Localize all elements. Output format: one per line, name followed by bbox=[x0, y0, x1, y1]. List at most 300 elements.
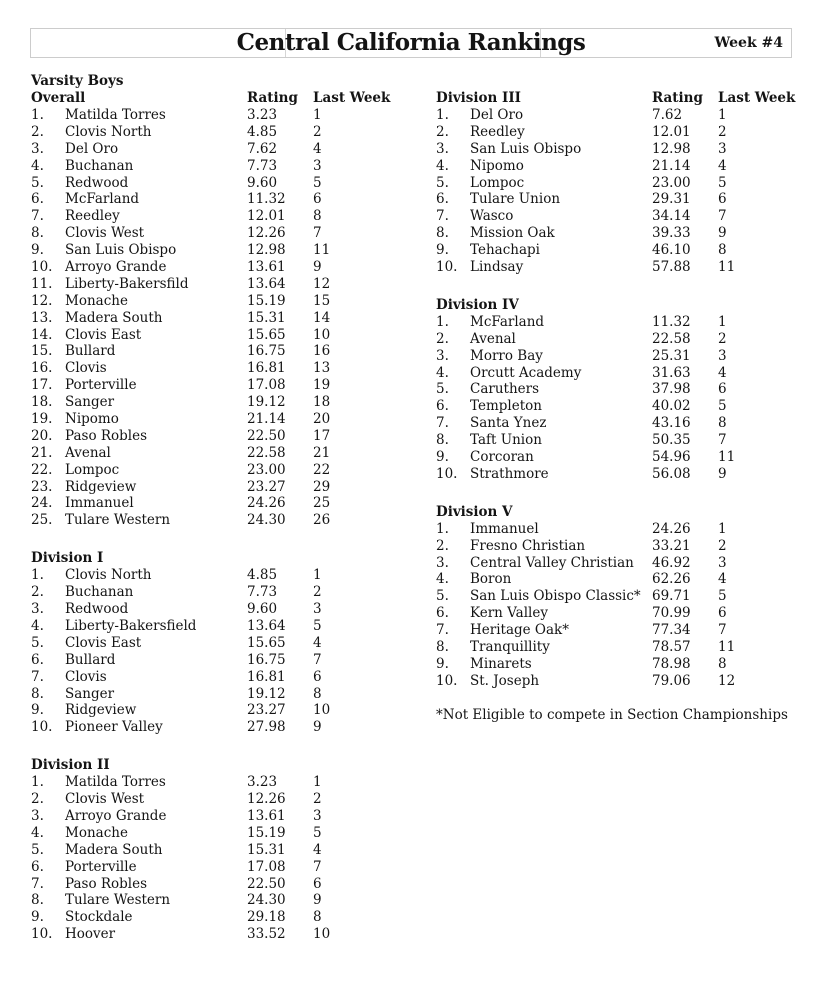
rating-cell: 7.73 bbox=[247, 584, 278, 601]
last-week-cell: 11 bbox=[313, 242, 331, 259]
team-cell: Madera South bbox=[65, 309, 163, 326]
rank-cell: 1. bbox=[436, 520, 449, 537]
team-cell: San Luis Obispo bbox=[470, 140, 582, 157]
ranking-row bbox=[436, 225, 808, 242]
ranking-row bbox=[31, 293, 399, 310]
section-division-2 bbox=[31, 757, 399, 943]
rating-cell: 25.31 bbox=[652, 347, 691, 364]
section-title: Division V bbox=[436, 503, 513, 520]
column-header-rating: Rating bbox=[652, 90, 703, 106]
rank-cell: 3. bbox=[436, 347, 449, 364]
team-cell: Reedley bbox=[470, 123, 525, 140]
right-column bbox=[436, 90, 808, 724]
ranking-row bbox=[31, 141, 399, 158]
last-week-cell: 10 bbox=[313, 702, 331, 719]
team-cell: Immanuel bbox=[470, 520, 539, 537]
team-cell: Reedley bbox=[65, 208, 120, 225]
team-cell: Matilda Torres bbox=[65, 774, 166, 791]
last-week-cell: 4 bbox=[718, 364, 727, 381]
team-cell: Clovis East bbox=[65, 634, 142, 651]
rank-cell: 4. bbox=[31, 617, 44, 634]
team-cell: Tulare Western bbox=[65, 892, 171, 909]
last-week-cell: 11 bbox=[718, 259, 736, 276]
section-title: Division I bbox=[31, 550, 104, 567]
team-cell: Clovis West bbox=[65, 225, 145, 242]
column-header-rating: Rating bbox=[247, 90, 298, 106]
last-week-cell: 11 bbox=[718, 449, 736, 466]
ranking-row bbox=[31, 175, 399, 192]
team-cell: Sanger bbox=[65, 685, 115, 702]
rank-cell: 4. bbox=[436, 364, 449, 381]
last-week-cell: 6 bbox=[313, 875, 322, 892]
last-week-cell: 5 bbox=[718, 588, 727, 605]
last-week-cell: 9 bbox=[313, 892, 322, 909]
ranking-row bbox=[436, 348, 808, 365]
rank-cell: 25. bbox=[31, 512, 53, 529]
team-cell: Buchanan bbox=[65, 584, 134, 601]
rank-cell: 5. bbox=[436, 381, 449, 398]
team-cell: Monache bbox=[65, 292, 128, 309]
rank-cell: 7. bbox=[31, 668, 44, 685]
rank-cell: 1. bbox=[436, 313, 449, 330]
rating-cell: 23.27 bbox=[247, 702, 286, 719]
rating-cell: 17.08 bbox=[247, 377, 286, 394]
rank-cell: 10. bbox=[31, 719, 53, 736]
rank-cell: 8. bbox=[436, 432, 449, 449]
rating-cell: 23.00 bbox=[247, 461, 286, 478]
ranking-row bbox=[436, 107, 808, 124]
last-week-cell: 5 bbox=[313, 617, 322, 634]
last-week-cell: 19 bbox=[313, 377, 331, 394]
rating-cell: 50.35 bbox=[652, 432, 691, 449]
rank-cell: 6. bbox=[31, 858, 44, 875]
last-week-cell: 8 bbox=[718, 415, 727, 432]
rank-cell: 3. bbox=[31, 601, 44, 618]
rating-cell: 56.08 bbox=[652, 465, 691, 482]
team-cell: Arroyo Grande bbox=[65, 807, 167, 824]
rank-cell: 5. bbox=[436, 588, 449, 605]
rank-cell: 2. bbox=[436, 123, 449, 140]
last-week-cell: 6 bbox=[718, 605, 727, 622]
last-week-cell: 4 bbox=[718, 571, 727, 588]
last-week-cell: 7 bbox=[718, 622, 727, 639]
section-overall bbox=[31, 90, 399, 529]
rating-cell: 22.58 bbox=[652, 330, 691, 347]
last-week-cell: 12 bbox=[718, 672, 736, 689]
team-cell: Stockdale bbox=[65, 909, 133, 926]
team-cell: Buchanan bbox=[65, 157, 134, 174]
ranking-row bbox=[31, 635, 399, 652]
section-division-3 bbox=[436, 90, 808, 276]
rank-cell: 6. bbox=[436, 605, 449, 622]
rank-cell: 9. bbox=[31, 242, 44, 259]
team-cell: Fresno Christian bbox=[470, 537, 586, 554]
team-cell: Bullard bbox=[65, 651, 116, 668]
ranking-row bbox=[436, 191, 808, 208]
rating-cell: 16.75 bbox=[247, 343, 286, 360]
team-cell: Porterville bbox=[65, 858, 137, 875]
last-week-cell: 4 bbox=[313, 634, 322, 651]
team-cell: Taft Union bbox=[470, 432, 542, 449]
last-week-cell: 6 bbox=[313, 668, 322, 685]
team-cell: Del Oro bbox=[65, 140, 119, 157]
ranking-row bbox=[31, 276, 399, 293]
rank-cell: 17. bbox=[31, 377, 53, 394]
last-week-cell: 4 bbox=[313, 140, 322, 157]
team-cell: Minarets bbox=[470, 655, 532, 672]
rating-cell: 9.60 bbox=[247, 174, 278, 191]
team-cell: Kern Valley bbox=[470, 605, 548, 622]
team-cell: Arroyo Grande bbox=[65, 259, 167, 276]
team-cell: Boron bbox=[470, 571, 512, 588]
rank-cell: 9. bbox=[31, 909, 44, 926]
rating-cell: 7.73 bbox=[247, 157, 278, 174]
team-cell: Liberty-Bakersfild bbox=[65, 275, 189, 292]
ranking-row bbox=[436, 365, 808, 382]
ranking-row bbox=[31, 310, 399, 327]
team-cell: Monache bbox=[65, 824, 128, 841]
last-week-cell: 2 bbox=[313, 584, 322, 601]
last-week-cell: 10 bbox=[313, 326, 331, 343]
ranking-row bbox=[31, 462, 399, 479]
rating-cell: 77.34 bbox=[652, 622, 691, 639]
rank-cell: 10. bbox=[436, 465, 458, 482]
ranking-row bbox=[436, 639, 808, 656]
last-week-cell: 1 bbox=[313, 774, 322, 791]
team-cell: Tranquillity bbox=[470, 639, 550, 656]
ranking-row bbox=[31, 428, 399, 445]
rating-cell: 23.00 bbox=[652, 174, 691, 191]
ranking-row bbox=[436, 432, 808, 449]
rank-cell: 7. bbox=[31, 208, 44, 225]
column-header-last-week: Last Week bbox=[313, 90, 391, 106]
ranking-row bbox=[436, 656, 808, 673]
ranking-row bbox=[436, 141, 808, 158]
ranking-row bbox=[31, 584, 399, 601]
rank-cell: 2. bbox=[436, 330, 449, 347]
ranking-row bbox=[436, 449, 808, 466]
ranking-row bbox=[436, 466, 808, 483]
last-week-cell: 9 bbox=[313, 259, 322, 276]
rank-cell: 8. bbox=[436, 225, 449, 242]
last-week-cell: 5 bbox=[718, 398, 727, 415]
rating-cell: 12.01 bbox=[247, 208, 286, 225]
rank-cell: 7. bbox=[436, 415, 449, 432]
ranking-row bbox=[436, 673, 808, 690]
rating-cell: 12.26 bbox=[247, 791, 286, 808]
rating-cell: 78.57 bbox=[652, 639, 691, 656]
last-week-cell: 3 bbox=[313, 601, 322, 618]
last-week-cell: 29 bbox=[313, 478, 331, 495]
ranking-row bbox=[436, 208, 808, 225]
title-bar bbox=[30, 28, 792, 58]
team-cell: Clovis North bbox=[65, 567, 152, 584]
rating-cell: 13.64 bbox=[247, 617, 286, 634]
team-cell: Templeton bbox=[470, 398, 542, 415]
rank-cell: 5. bbox=[31, 841, 44, 858]
ranking-row bbox=[31, 191, 399, 208]
rating-cell: 57.88 bbox=[652, 259, 691, 276]
team-cell: St. Joseph bbox=[470, 672, 540, 689]
ranking-row bbox=[436, 415, 808, 432]
team-cell: Pioneer Valley bbox=[65, 719, 163, 736]
last-week-cell: 3 bbox=[313, 157, 322, 174]
section-header-row bbox=[436, 297, 808, 314]
rating-cell: 13.61 bbox=[247, 807, 286, 824]
rating-cell: 46.10 bbox=[652, 242, 691, 259]
team-cell: Santa Ynez bbox=[470, 415, 547, 432]
last-week-cell: 1 bbox=[313, 567, 322, 584]
rating-cell: 22.50 bbox=[247, 875, 286, 892]
last-week-cell: 7 bbox=[718, 432, 727, 449]
rank-cell: 4. bbox=[436, 157, 449, 174]
last-week-cell: 15 bbox=[313, 292, 331, 309]
last-week-cell: 14 bbox=[313, 309, 331, 326]
last-week-cell: 3 bbox=[718, 554, 727, 571]
team-cell: Corcoran bbox=[470, 449, 534, 466]
rating-cell: 16.81 bbox=[247, 668, 286, 685]
rank-cell: 8. bbox=[31, 892, 44, 909]
team-cell: Orcutt Academy bbox=[470, 364, 582, 381]
team-cell: McFarland bbox=[65, 191, 140, 208]
team-cell: Porterville bbox=[65, 377, 137, 394]
rating-cell: 15.65 bbox=[247, 326, 286, 343]
last-week-cell: 9 bbox=[313, 719, 322, 736]
team-cell: Lindsay bbox=[470, 259, 524, 276]
rank-cell: 20. bbox=[31, 427, 53, 444]
last-week-cell: 2 bbox=[313, 791, 322, 808]
rating-cell: 12.26 bbox=[247, 225, 286, 242]
team-cell: Redwood bbox=[65, 601, 129, 618]
ranking-row bbox=[31, 512, 399, 529]
category-label: Varsity Boys bbox=[31, 73, 124, 89]
ranking-row bbox=[436, 398, 808, 415]
rank-cell: 3. bbox=[31, 807, 44, 824]
team-cell: Nipomo bbox=[470, 157, 524, 174]
last-week-cell: 1 bbox=[718, 520, 727, 537]
team-cell: Tulare Union bbox=[470, 191, 561, 208]
last-week-cell: 13 bbox=[313, 360, 331, 377]
rating-cell: 24.26 bbox=[247, 495, 286, 512]
last-week-cell: 1 bbox=[718, 107, 727, 123]
rating-cell: 39.33 bbox=[652, 225, 691, 242]
rank-cell: 6. bbox=[31, 191, 44, 208]
last-week-cell: 5 bbox=[313, 824, 322, 841]
ranking-row bbox=[31, 225, 399, 242]
rank-cell: 9. bbox=[436, 655, 449, 672]
rating-cell: 40.02 bbox=[652, 398, 691, 415]
rank-cell: 10. bbox=[436, 259, 458, 276]
rank-cell: 21. bbox=[31, 444, 53, 461]
rating-cell: 29.18 bbox=[247, 909, 286, 926]
rank-cell: 6. bbox=[31, 651, 44, 668]
last-week-cell: 5 bbox=[313, 174, 322, 191]
rating-cell: 69.71 bbox=[652, 588, 691, 605]
ranking-row bbox=[31, 601, 399, 618]
rank-cell: 6. bbox=[436, 191, 449, 208]
ranking-row bbox=[436, 622, 808, 639]
last-week-cell: 3 bbox=[718, 140, 727, 157]
team-cell: Central Valley Christian bbox=[470, 554, 634, 571]
last-week-cell: 7 bbox=[313, 651, 322, 668]
rating-cell: 24.30 bbox=[247, 892, 286, 909]
rating-cell: 15.31 bbox=[247, 309, 286, 326]
last-week-cell: 26 bbox=[313, 512, 331, 529]
team-cell: Lompoc bbox=[470, 174, 525, 191]
team-cell: Matilda Torres bbox=[65, 107, 166, 123]
ranking-row bbox=[31, 242, 399, 259]
ranking-row bbox=[436, 588, 808, 605]
rating-cell: 16.75 bbox=[247, 651, 286, 668]
ranking-row bbox=[31, 495, 399, 512]
rating-cell: 4.85 bbox=[247, 123, 278, 140]
rank-cell: 4. bbox=[436, 571, 449, 588]
rating-cell: 4.85 bbox=[247, 567, 278, 584]
rank-cell: 3. bbox=[31, 140, 44, 157]
rating-cell: 31.63 bbox=[652, 364, 691, 381]
ranking-row bbox=[31, 909, 399, 926]
team-cell: Clovis East bbox=[65, 326, 142, 343]
footnote: *Not Eligible to compete in Section Championships bbox=[436, 706, 788, 723]
rating-cell: 16.81 bbox=[247, 360, 286, 377]
rank-cell: 18. bbox=[31, 394, 53, 411]
section-header-row bbox=[31, 550, 399, 567]
last-week-cell: 21 bbox=[313, 444, 331, 461]
section-title: Division III bbox=[436, 90, 522, 106]
ranking-row bbox=[31, 411, 399, 428]
rank-cell: 14. bbox=[31, 326, 53, 343]
team-cell: Wasco bbox=[470, 208, 514, 225]
section-division-1 bbox=[31, 550, 399, 736]
ranking-row bbox=[436, 331, 808, 348]
ranking-row bbox=[31, 686, 399, 703]
ranking-row bbox=[436, 381, 808, 398]
rank-cell: 2. bbox=[31, 791, 44, 808]
section-title: Division II bbox=[31, 757, 110, 774]
rank-cell: 3. bbox=[436, 140, 449, 157]
last-week-cell: 6 bbox=[718, 191, 727, 208]
rank-cell: 4. bbox=[31, 157, 44, 174]
rating-cell: 24.26 bbox=[652, 520, 691, 537]
column-header-last-week: Last Week bbox=[718, 90, 796, 106]
rank-cell: 10. bbox=[436, 672, 458, 689]
rating-cell: 37.98 bbox=[652, 381, 691, 398]
last-week-cell: 8 bbox=[718, 655, 727, 672]
last-week-cell: 20 bbox=[313, 411, 331, 428]
rank-cell: 3. bbox=[436, 554, 449, 571]
ranking-row bbox=[31, 652, 399, 669]
team-cell: Redwood bbox=[65, 174, 129, 191]
ranking-row bbox=[31, 445, 399, 462]
ranking-row bbox=[436, 175, 808, 192]
rank-cell: 4. bbox=[31, 824, 44, 841]
team-cell: Clovis West bbox=[65, 791, 145, 808]
rating-cell: 19.12 bbox=[247, 685, 286, 702]
last-week-cell: 2 bbox=[718, 330, 727, 347]
ranking-row bbox=[31, 926, 399, 943]
ranking-row bbox=[31, 158, 399, 175]
ranking-row bbox=[31, 842, 399, 859]
last-week-cell: 12 bbox=[313, 275, 331, 292]
team-cell: Ridgeview bbox=[65, 702, 137, 719]
rank-cell: 16. bbox=[31, 360, 53, 377]
rating-cell: 24.30 bbox=[247, 512, 286, 529]
rank-cell: 13. bbox=[31, 309, 53, 326]
last-week-cell: 11 bbox=[718, 639, 736, 656]
last-week-cell: 4 bbox=[718, 157, 727, 174]
rank-cell: 2. bbox=[31, 123, 44, 140]
rank-cell: 7. bbox=[436, 208, 449, 225]
rating-cell: 15.31 bbox=[247, 841, 286, 858]
rank-cell: 1. bbox=[436, 107, 449, 123]
ranking-row bbox=[31, 892, 399, 909]
rating-cell: 19.12 bbox=[247, 394, 286, 411]
rating-cell: 79.06 bbox=[652, 672, 691, 689]
last-week-cell: 3 bbox=[313, 807, 322, 824]
rank-cell: 1. bbox=[31, 567, 44, 584]
rating-cell: 12.98 bbox=[247, 242, 286, 259]
rank-cell: 22. bbox=[31, 461, 53, 478]
rank-cell: 5. bbox=[31, 174, 44, 191]
rating-cell: 21.14 bbox=[652, 157, 691, 174]
rating-cell: 62.26 bbox=[652, 571, 691, 588]
team-cell: Heritage Oak* bbox=[470, 622, 569, 639]
rank-cell: 6. bbox=[436, 398, 449, 415]
ranking-row bbox=[31, 394, 399, 411]
rating-cell: 22.50 bbox=[247, 427, 286, 444]
page-title: Central California Rankings bbox=[236, 29, 586, 56]
ranking-row bbox=[31, 876, 399, 893]
rating-cell: 21.14 bbox=[247, 411, 286, 428]
team-cell: Clovis bbox=[65, 360, 107, 377]
rating-cell: 13.64 bbox=[247, 275, 286, 292]
rank-cell: 19. bbox=[31, 411, 53, 428]
last-week-cell: 6 bbox=[718, 381, 727, 398]
last-week-cell: 7 bbox=[313, 225, 322, 242]
rank-cell: 8. bbox=[436, 639, 449, 656]
ranking-row bbox=[31, 719, 399, 736]
ranking-row bbox=[31, 208, 399, 225]
ranking-row bbox=[436, 571, 808, 588]
rank-cell: 5. bbox=[436, 174, 449, 191]
ranking-row bbox=[31, 259, 399, 276]
team-cell: San Luis Obispo bbox=[65, 242, 177, 259]
team-cell: Tulare Western bbox=[65, 512, 171, 529]
rating-cell: 15.65 bbox=[247, 634, 286, 651]
team-cell: Del Oro bbox=[470, 107, 524, 123]
ranking-row bbox=[436, 124, 808, 141]
ranking-row bbox=[31, 774, 399, 791]
rank-cell: 10. bbox=[31, 926, 53, 943]
ranking-row bbox=[31, 702, 399, 719]
team-cell: Caruthers bbox=[470, 381, 540, 398]
team-cell: Sanger bbox=[65, 394, 115, 411]
team-cell: Morro Bay bbox=[470, 347, 543, 364]
rank-cell: 10. bbox=[31, 259, 53, 276]
section-header-row bbox=[31, 757, 399, 774]
last-week-cell: 7 bbox=[718, 208, 727, 225]
rank-cell: 2. bbox=[436, 537, 449, 554]
rating-cell: 27.98 bbox=[247, 719, 286, 736]
ranking-row bbox=[31, 669, 399, 686]
rating-cell: 34.14 bbox=[652, 208, 691, 225]
team-cell: Tehachapi bbox=[470, 242, 540, 259]
ranking-row bbox=[436, 605, 808, 622]
last-week-cell: 4 bbox=[313, 841, 322, 858]
team-cell: Paso Robles bbox=[65, 427, 148, 444]
rating-cell: 23.27 bbox=[247, 478, 286, 495]
section-title: Division IV bbox=[436, 296, 519, 313]
